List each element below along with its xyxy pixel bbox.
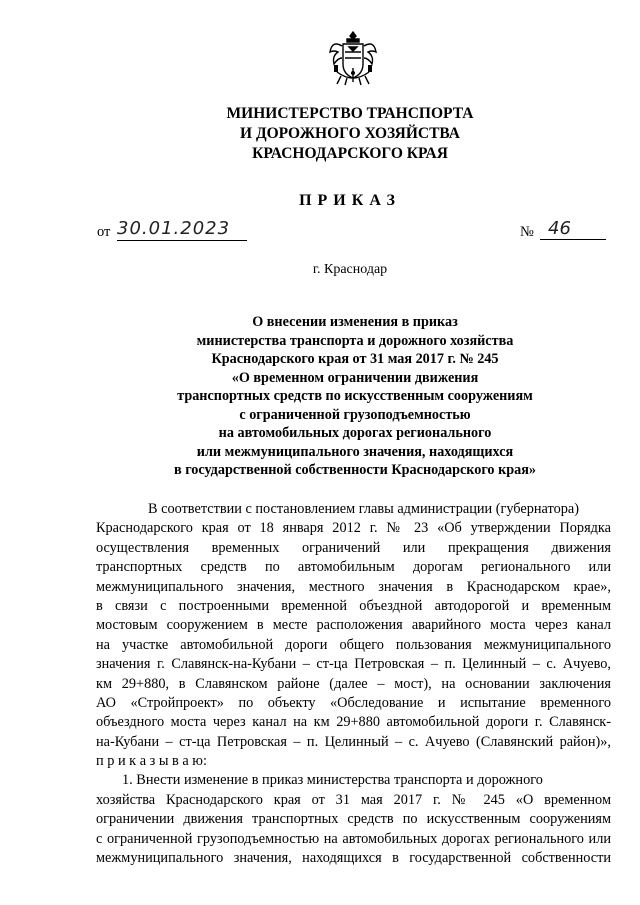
- number-prefix: №: [520, 224, 534, 240]
- number-line: [520, 218, 571, 241]
- body-line: В соответствии с постановлением главы администрации (губернатора): [148, 501, 579, 517]
- body-line: в связи с построенными временной объездной автодорогой и временным: [96, 597, 611, 614]
- ministry-name: [150, 104, 550, 164]
- order-body: [96, 500, 611, 868]
- date-prefix: от: [97, 224, 111, 240]
- ministry-line: И ДОРОЖНОГО ХОЗЯЙСТВА: [240, 125, 460, 142]
- body-line: хозяйства Краснодарского края от 31 мая 2017 г. № 245 «О временном: [96, 791, 611, 808]
- subject-line: с ограниченной грузоподъемностью: [239, 406, 471, 423]
- body-line: осуществления временных ограничений или прекращения движения: [96, 539, 611, 556]
- body-line: п р и к а з ы в а ю:: [96, 753, 207, 770]
- subject-line: «О временном ограничении движения: [231, 369, 479, 386]
- body-line: с ограниченной грузоподъемностью на автомобильных дорогах регионального или: [96, 830, 611, 847]
- body-line: км 29+880, в Славянском районе (далее – мост), на основании заключения: [96, 675, 611, 692]
- body-line: мостовым сооружением в месте расположения аварийного моста через канал: [96, 617, 611, 634]
- body-line: значения г. Славянск-на-Кубани – ст-ца Петровская – п. Целинный – с. Ачуево,: [96, 656, 611, 673]
- subject-line: на автомобильных дорогах регионального: [218, 425, 492, 441]
- subject-line: транспортных средств по искусственным сооружениям: [177, 388, 533, 404]
- body-line: транспортных средств по автомобильным дорогам регионального или: [96, 559, 611, 576]
- handwritten-number: 46: [540, 218, 606, 240]
- subject-line: О внесении изменения в приказ: [252, 314, 458, 330]
- subject-line: или межмуниципального значения, находящихся: [196, 443, 514, 460]
- body-line: 1. Внести изменение в приказ министерства транспорта и дорожного: [122, 772, 543, 789]
- body-line: АО «Стройпроект» по объекту «Обследование и испытание временного: [96, 694, 611, 711]
- document-type-title: ПРИКАЗ: [299, 192, 401, 209]
- date-line: [97, 218, 231, 241]
- ministry-line: МИНИСТЕРСТВО ТРАНСПОРТА: [226, 105, 474, 122]
- body-line: на-Кубани – ст-ца Петровская – п. Целинный – с. Ачуево (Славянский район)»,: [96, 733, 611, 750]
- body-line: объездного моста через канал на км 29+880 автомобильной дороги г. Славянск-: [96, 714, 611, 731]
- body-line: на участке автомобильной дороги общего пользования межмуниципального: [96, 636, 611, 653]
- ministry-line: КРАСНОДАРСКОГО КРАЯ: [252, 145, 448, 162]
- coat-of-arms-emblem: [327, 28, 379, 88]
- body-line: Краснодарского края от 18 января 2012 г. № 23 «Об утверждении Порядка: [96, 520, 611, 537]
- subject-line: министерства транспорта и дорожного хозяйства: [196, 332, 514, 349]
- subject-line: Краснодарского края от 31 мая 2017 г. № 245: [211, 351, 499, 367]
- city-line: г. Краснодар: [312, 262, 388, 277]
- body-line: ограничении движения транспортных средств по искусственным сооружениям: [96, 811, 611, 828]
- body-line: межмуниципального значения, местного значения в Краснодарском крае»,: [96, 578, 611, 595]
- subject-line: в государственной собственности Краснодарского края»: [173, 462, 536, 478]
- body-line: межмуниципального значения, находящихся в государственной собственности: [96, 850, 611, 867]
- handwritten-date: 30.01.2023: [117, 218, 247, 241]
- order-subject: [100, 313, 610, 480]
